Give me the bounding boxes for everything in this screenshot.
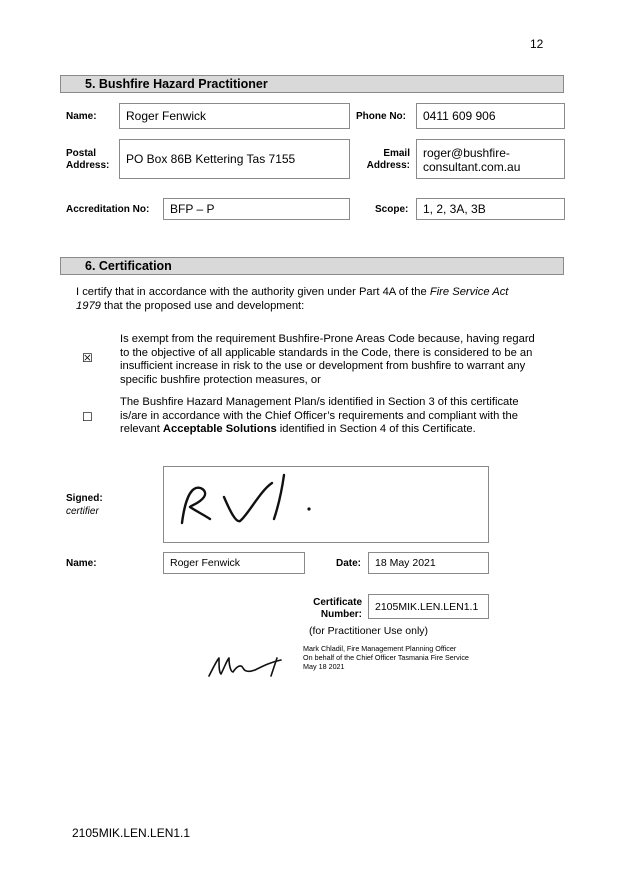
practitioner-use-note: (for Practitioner Use only)	[309, 625, 429, 637]
accreditation-value: BFP – P	[170, 202, 215, 216]
endorsement-line-2: On behalf of the Chief Officer Tasmania Fire Service	[303, 653, 469, 662]
certificate-label-line-2: Number:	[320, 609, 362, 620]
email-value-line-1: roger@bushfire-	[423, 146, 510, 160]
email-label-line-2: Address:	[366, 160, 410, 171]
postal-address-field[interactable]	[119, 139, 350, 179]
option1-line-1: Is exempt from the requirement Bushfire-Prone Areas Code because, having regard	[120, 333, 535, 345]
certificate-number-value: 2105MIK.LEN.LEN1.1	[375, 600, 479, 613]
phone-label: Phone No:	[356, 111, 406, 122]
email-field[interactable]	[416, 139, 565, 179]
section-5-header: 5. Bushfire Hazard Practitioner	[60, 75, 564, 93]
certificate-number-label	[300, 597, 362, 621]
option2-line-3-post: identified in Section 4 of this Certificate.	[276, 423, 476, 435]
option-bhmp-text	[120, 396, 560, 437]
option2-line-2: is/are in accordance with the Chief Officer’s requirements and compliant with the	[120, 409, 518, 422]
endorsement-line-1: Mark Chladil, Fire Management Planning Officer	[303, 644, 457, 653]
section-6-header: 6. Certification	[60, 257, 564, 275]
scope-field[interactable]	[416, 198, 565, 220]
practitioner-name-field[interactable]	[119, 103, 350, 129]
email-address-label	[340, 148, 410, 172]
exempt-checkbox[interactable]: ☒	[82, 351, 93, 365]
option1-line-2: to the objective of all applicable standards in the Code, there is considered to be an	[120, 346, 533, 359]
email-label-line-1: Email	[383, 148, 410, 159]
certificate-number-field[interactable]	[368, 594, 489, 619]
scope-value: 1, 2, 3A, 3B	[423, 202, 486, 216]
option1-line-4: specific bushfire protection measures, or	[120, 373, 321, 386]
email-value-line-2: consultant.com.au	[423, 160, 521, 174]
endorsement-signature-image	[205, 650, 285, 680]
certifier-signature-image	[164, 467, 490, 544]
phone-field[interactable]	[416, 103, 565, 129]
page-number: 12	[530, 37, 544, 51]
signed-label: Signed:	[66, 493, 103, 504]
certifier-name-value: Roger Fenwick	[170, 557, 241, 569]
certifier-name-label: Name:	[66, 558, 97, 569]
acceptable-solutions-bold: Acceptable Solutions	[162, 423, 277, 435]
option2-line-3-pre: relevant	[120, 423, 163, 435]
intro-text-2: that the proposed use and development:	[100, 299, 305, 312]
certificate-label-line-1: Certificate	[313, 597, 362, 608]
accreditation-label: Accreditation No:	[66, 204, 150, 215]
date-value: 18 May 2021	[375, 557, 436, 569]
signature-box[interactable]	[163, 466, 489, 543]
endorsement-signature	[205, 650, 285, 680]
date-field[interactable]	[368, 552, 489, 574]
bhmp-checkbox[interactable]: ☐	[82, 410, 93, 424]
practitioner-name-value: Roger Fenwick	[126, 109, 207, 123]
accreditation-field[interactable]	[163, 198, 350, 220]
date-label: Date:	[336, 558, 362, 569]
certification-intro	[76, 286, 556, 313]
intro-act-year: 1979	[76, 299, 101, 312]
certifier-name-field[interactable]	[163, 552, 305, 574]
endorsement-line-3: May 18 2021	[303, 662, 345, 671]
option2-line-1: The Bushfire Hazard Management Plan/s identified in Section 3 of this certificate	[120, 396, 519, 408]
phone-value: 0411 609 906	[423, 109, 496, 123]
postal-label-line-1: Postal	[66, 148, 97, 159]
name-label: Name:	[66, 111, 97, 122]
scope-label: Scope:	[375, 204, 409, 215]
intro-act-name: Fire Service Act	[429, 286, 509, 298]
intro-text-1: I certify that in accordance with the authority given under Part 4A of the	[76, 286, 430, 298]
footer-reference: 2105MIK.LEN.LEN1.1	[72, 826, 191, 840]
endorsement-text	[303, 644, 469, 671]
postal-label-line-2: Address:	[66, 160, 110, 171]
postal-address-value: PO Box 86B Kettering Tas 7155	[126, 152, 296, 166]
option1-line-3: insufficient increase in risk to the use or development from bushfire to warrant any	[120, 360, 526, 372]
option-exempt-text	[120, 333, 560, 387]
signed-sublabel: certifier	[66, 506, 99, 517]
postal-address-label	[66, 148, 109, 172]
